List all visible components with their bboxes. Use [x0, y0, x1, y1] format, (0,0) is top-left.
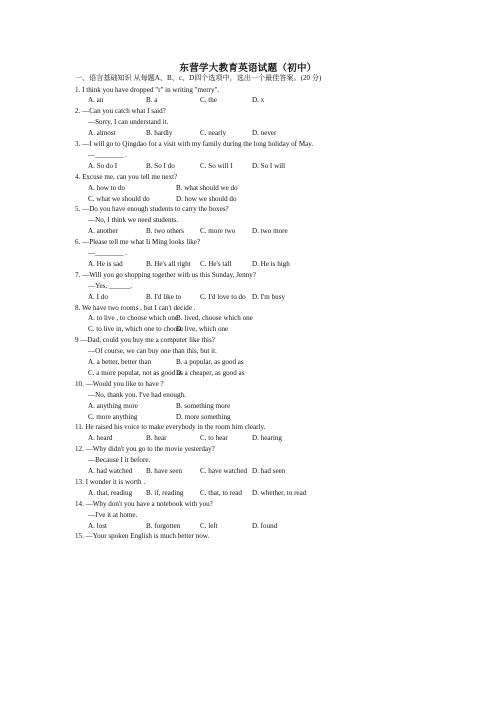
answer-option: D. more something [176, 412, 231, 421]
answer-option: C. have watched [200, 467, 248, 475]
answer-option: A. a better, better than [88, 358, 152, 366]
answer-option: C. to live in, which one to choose [88, 325, 184, 334]
answer-option: B. He's all right [146, 259, 191, 268]
answer-option: D. never [252, 129, 277, 138]
question-stem: 2. —Can you catch what I said? [75, 107, 166, 116]
answer-option: D. He is high [252, 259, 290, 268]
answer-option: B. I'd like to [146, 292, 182, 301]
answer-option: C. the [200, 96, 217, 105]
answer-option: A. So do I [88, 161, 118, 170]
answer-option: A. to live , to choose which one [88, 314, 179, 323]
question-line: —No, thank you. I've had enough. [88, 390, 186, 399]
answer-option: A. had watched [88, 467, 133, 475]
answer-option: D. live, which one [176, 325, 229, 334]
answer-option: D. hearing [252, 434, 282, 443]
answer-option: C. left [200, 521, 218, 530]
question-stem: 9 —Dad, could you buy me a computer like this? [75, 336, 215, 345]
question-line: —Of course, we can buy one than this, but it. [88, 347, 217, 356]
answer-option: C. that, to read [200, 488, 242, 497]
answer-option: C. a more popular, not as good as [88, 368, 183, 377]
answer-option: D. x [252, 96, 265, 105]
answer-option: D. had seen [252, 467, 286, 475]
answer-option: C. nearly [200, 129, 227, 138]
answer-option: A. an [88, 96, 104, 105]
answer-option: D. I'm busy [252, 292, 286, 301]
answer-option: B. hardly [146, 129, 173, 138]
answer-option: C. So will I [200, 161, 233, 170]
answer-option: A. anything more [88, 401, 138, 410]
question-stem: 12. —Why didn't you go to the movie yesterday? [75, 445, 215, 454]
answer-option: D. found [252, 521, 278, 530]
question-stem: 15. —Your spoken English is much better now. [75, 532, 210, 541]
answer-option: A. another [88, 227, 118, 236]
answer-option: C. to hear [200, 434, 228, 443]
question-line: —Yes, ______. [88, 281, 133, 290]
question-stem: 3. —I will go to Qingdao for a visit with my family during the long holiday of May. [75, 140, 314, 148]
question-line: —Sorry, I can understand it. [88, 118, 169, 127]
answer-option: B. something more [176, 401, 231, 410]
answer-option: B. have seen [146, 467, 183, 475]
answer-option: A. heard [88, 434, 113, 443]
question-stem: 7. —Will you go shopping together with us this Sunday, Jenny? [75, 270, 256, 279]
answer-option: B. a [146, 96, 158, 105]
question-stem: 8. We have two rooms , but I can't decide . [75, 303, 196, 312]
answer-option: D. two more [252, 227, 288, 236]
answer-option: A. lost [88, 521, 107, 530]
answer-option: C. I'd love to do [200, 292, 246, 301]
page-title: 东营学大教育英语试题（初中） [179, 64, 317, 74]
question-line: —Because I it before. [88, 456, 151, 465]
question-stem: 5. —Do you have enough students to carry the boxes? [75, 205, 229, 214]
section-heading: 一、语言基础知识 从每题A、B、c、D四个选项中，选出一个最佳答案。(20 分) [75, 74, 322, 82]
answer-option: C. what we should do [88, 194, 150, 203]
question-line: —________ . [88, 249, 128, 257]
question-stem: 4. Excuse me, can you tell me next? [75, 172, 178, 181]
answer-option: B. a popular, as good as [176, 358, 244, 366]
answer-option: D. So I will [252, 161, 286, 170]
answer-option: A. He is sad [88, 259, 123, 268]
answer-option: B. two others [146, 227, 185, 236]
question-stem: 10. —Would you like to have ? [75, 379, 164, 388]
answer-option: A. almost [88, 129, 116, 138]
answer-option: A. that, reading [88, 488, 133, 497]
answer-option: B. what should we do [176, 183, 238, 192]
question-stem: 11. He raised his voice to make everybody in the room him clearly. [75, 423, 266, 432]
question-line: —________ . [88, 150, 128, 159]
question-stem: 1. I think you have dropped "r" in writing "merry". [75, 85, 220, 94]
answer-option: D. a cheaper, as good as [176, 368, 245, 377]
answer-option: B. forgotten [146, 521, 181, 530]
question-line: —No, I think we need students. [88, 216, 179, 225]
answer-option: C. He's tall [200, 259, 232, 268]
answer-option: C. more two [200, 227, 236, 236]
answer-option: C. more anything [88, 412, 138, 421]
answer-option: B. if, reading [146, 488, 184, 497]
answer-option: B. lived, choose which one [176, 314, 253, 323]
question-stem: 14. —Why don't you have a notebook with you? [75, 499, 213, 508]
question-stem: 6. —Please tell me what Ii Ming looks like? [75, 238, 201, 247]
answer-option: D. how we should do [176, 194, 237, 203]
answer-option: B. hear [146, 434, 167, 443]
answer-option: B. So I do [146, 161, 175, 170]
answer-option: A. how to do [88, 183, 126, 192]
answer-option: A. I do [88, 292, 108, 301]
question-line: —I've it at home. [88, 510, 138, 519]
answer-option: D. whether, to read [252, 488, 307, 497]
question-stem: 13. I wonder it is worth . [75, 477, 146, 486]
